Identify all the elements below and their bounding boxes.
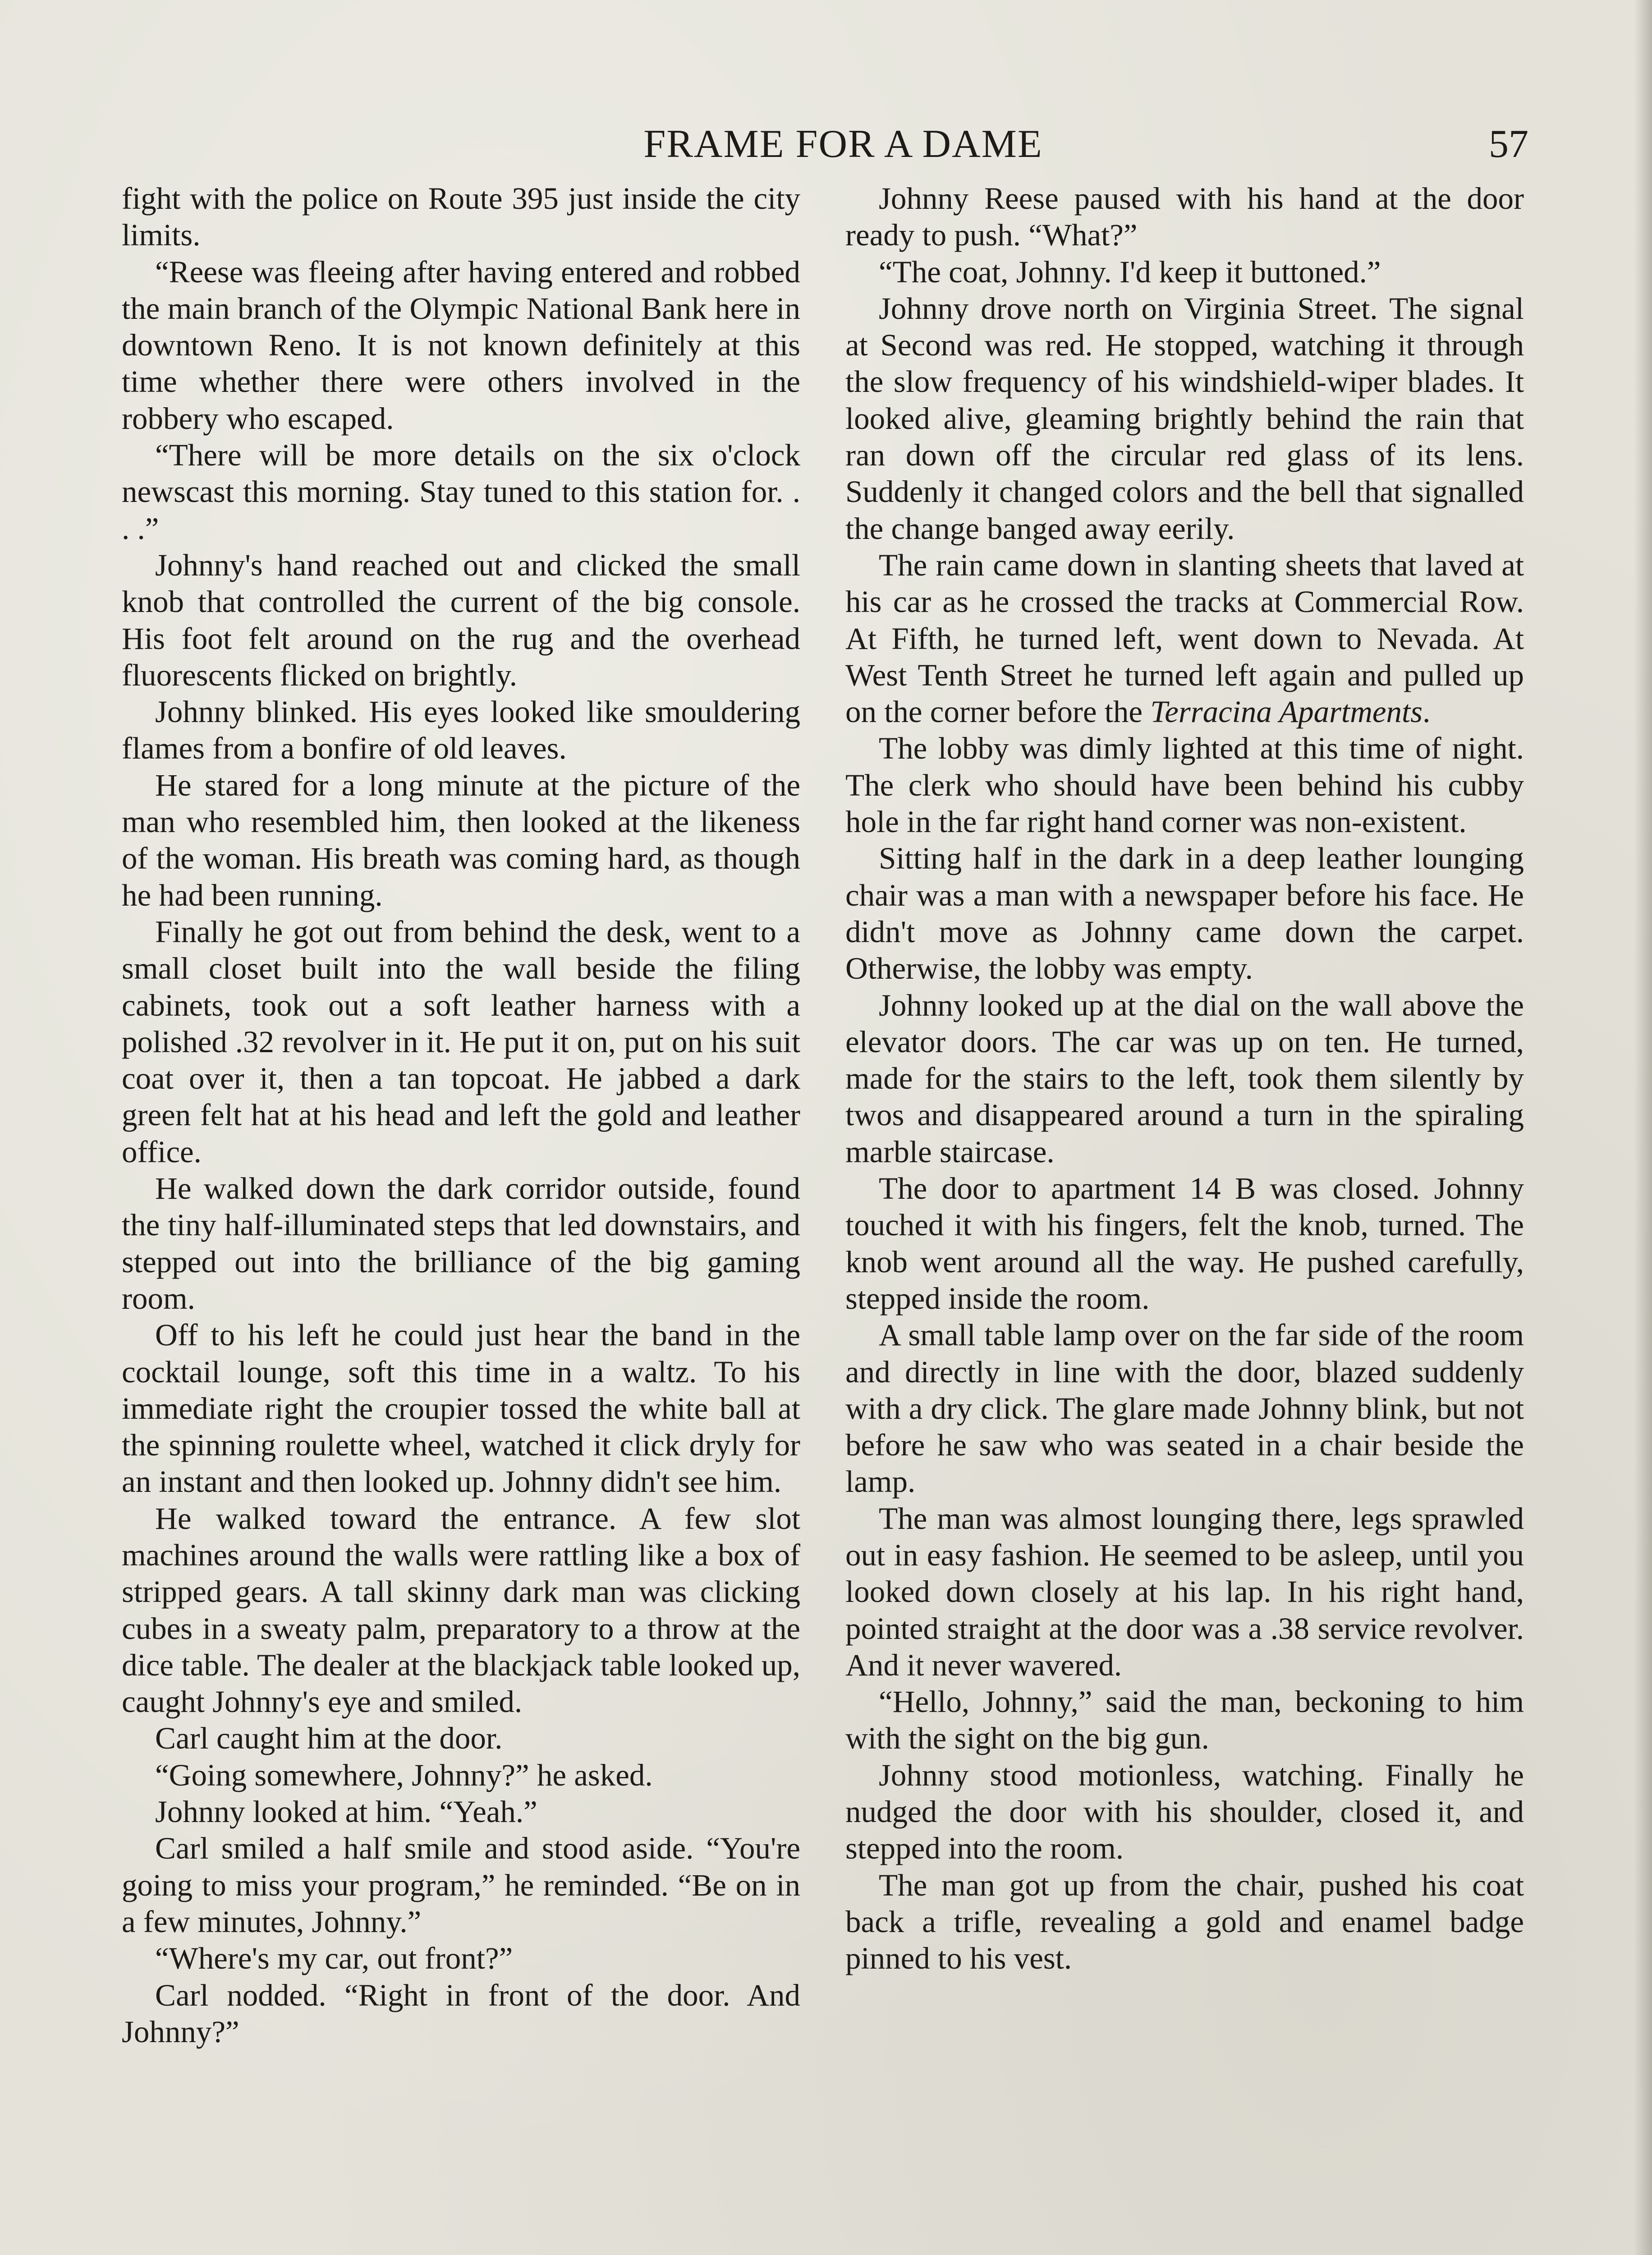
paragraph-text: The rain came down in slanting sheets that laved at his car as he crossed the tracks at Commercial Row. At Fifth, he turned left, went down to Nevada. At West Tenth Street he turned left again and pulled up on the corner before the <box>845 548 1524 729</box>
paragraph-text: Johnny drove north on Virginia Street. The signal at Second was red. He stopped, watching it through the slow frequency of his windshield-wiper blades. It looked alive, gleaming brightly behind the rain that ran down off the circular red glass of its lens. Suddenly it changed colors and the bell that signalled the change banged away eerily. <box>845 291 1524 546</box>
paragraph <box>845 1170 1524 1317</box>
paragraph-text: The man was almost lounging there, legs sprawled out in easy fashion. He seemed to be asleep, until you looked down closely at his lap. In his right hand, pointed straight at the door was a .38 service revolver. And it never wavered. <box>845 1501 1524 1682</box>
paragraph <box>845 1684 1524 1757</box>
italic-name: Terracina Apartments <box>1150 695 1423 729</box>
story-title: FRAME FOR A DAME <box>643 122 1043 166</box>
paragraph <box>122 1830 800 1940</box>
page-number: 57 <box>1489 122 1528 166</box>
paragraph <box>122 1500 800 1721</box>
paragraph <box>845 1867 1524 1977</box>
paragraph <box>845 840 1524 987</box>
paragraph <box>122 914 800 1170</box>
paragraph-text: The door to apartment 14 B was closed. Johnny touched it with his fingers, felt the knob, turned. The knob went around all the way. He pushed carefully, stepped inside the room. <box>845 1171 1524 1316</box>
paragraph <box>122 1977 800 2051</box>
paragraph <box>122 1794 800 1830</box>
paragraph <box>122 1757 800 1794</box>
paragraph-text: “Going somewhere, Johnny?” he asked. <box>155 1758 653 1792</box>
paragraph <box>845 180 1524 254</box>
paragraph-text: Johnny looked up at the dial on the wall above the elevator doors. The car was up on ten. He turned, made for the stairs to the left, took them silently by twos and disappeared around a turn in the spiraling marble staircase. <box>845 988 1524 1169</box>
paragraph-text: Johnny's hand reached out and clicked the small knob that controlled the current of the big console. His foot felt around on the rug and the overhead fluorescents flicked on brightly. <box>122 548 800 692</box>
paragraph-text: “The coat, Johnny. I'd keep it buttoned.” <box>879 254 1381 289</box>
paragraph-text: Carl caught him at the door. <box>155 1721 503 1756</box>
paragraph-text: Johnny stood motionless, watching. Finally he nudged the door with his shoulder, closed it, and stepped into the room. <box>845 1758 1524 1866</box>
paragraph-text: A small table lamp over on the far side of the room and directly in line with the door, blazed suddenly with a dry click. The glare made Johnny blink, but not before he saw who was seated in a chair beside the lamp. <box>845 1318 1524 1499</box>
paragraph <box>845 290 1524 547</box>
paragraph <box>122 1940 800 1977</box>
paragraph <box>845 254 1524 290</box>
paragraph-text: “Reese was fleeing after having entered and robbed the main branch of the Olympic National Bank here in downtown Reno. It is not known definitely at this time whether there were others involved in the robbery who escaped. <box>122 254 800 436</box>
paragraph <box>122 254 800 437</box>
paragraph-text: He stared for a long minute at the picture of the man who resembled him, then looked at the likeness of the woman. His breath was coming hard, as though he had been running. <box>122 768 800 912</box>
paragraph-text: “Hello, Johnny,” said the man, beckoning to him with the sight on the big gun. <box>845 1684 1524 1756</box>
paragraph-text: He walked toward the entrance. A few slot machines around the walls were rattling like a box of stripped gears. A tall skinny dark man was clicking cubes in a sweaty palm, preparatory to a throw at the dice table. The dealer at the blackjack table looked up, caught Johnny's eye and smiled. <box>122 1501 800 1719</box>
paragraph <box>122 437 800 547</box>
paragraph <box>122 1720 800 1757</box>
paragraph <box>122 180 800 254</box>
paragraph <box>122 694 800 767</box>
paragraph <box>845 547 1524 730</box>
paragraph-text: “There will be more details on the six o'clock newscast this morning. Stay tuned to this station for. . . .” <box>122 438 800 546</box>
paragraph-text: Carl smiled a half smile and stood aside. “You're going to miss your program,” he reminded. “Be on in a few minutes, Johnny.” <box>122 1831 800 1939</box>
paragraph <box>122 767 800 914</box>
paragraph <box>122 1317 800 1500</box>
paragraph-text: Sitting half in the dark in a deep leather lounging chair was a man with a newspaper before his face. He didn't move as Johnny came down the carpet. Otherwise, the lobby was empty. <box>845 841 1524 986</box>
page-edge-shadow <box>1634 0 1652 2255</box>
paragraph-text: Carl nodded. “Right in front of the door. And Johnny?” <box>122 1978 800 2049</box>
paragraph-text: The lobby was dimly lighted at this time of night. The clerk who should have been behind his cubby hole in the far right hand corner was non-existent. <box>845 731 1524 839</box>
paragraph-text: Johnny looked at him. “Yeah.” <box>155 1795 537 1829</box>
paragraph <box>122 1170 800 1317</box>
paragraph-text-tail: . <box>1423 695 1431 729</box>
left-text-column <box>122 180 800 2255</box>
paragraph-text: The man got up from the chair, pushed his coat back a trifle, revealing a gold and enamel badge pinned to his vest. <box>845 1868 1524 1976</box>
paragraph-text: Johnny Reese paused with his hand at the door ready to push. “What?” <box>845 181 1524 253</box>
paragraph-text: “Where's my car, out front?” <box>155 1941 513 1976</box>
paragraph-text: Johnny blinked. His eyes looked like smouldering flames from a bonfire of old leaves. <box>122 695 800 766</box>
paragraph-text: He walked down the dark corridor outside, found the tiny half-illuminated steps that led downstairs, and stepped out into the brilliance of the big gaming room. <box>122 1171 800 1316</box>
paragraph <box>845 1757 1524 1867</box>
paragraph <box>845 1317 1524 1500</box>
paragraph <box>845 1500 1524 1684</box>
paragraph <box>845 987 1524 1170</box>
paragraph <box>845 730 1524 840</box>
paragraph-text: Off to his left he could just hear the band in the cocktail lounge, soft this time in a waltz. To his immediate right the croupier tossed the white ball at the spinning roulette wheel, watched it click dryly for an instant and then looked up. Johnny didn't see him. <box>122 1318 800 1499</box>
paragraph-text: Finally he got out from behind the desk, went to a small closet built into the wall beside the filing cabinets, took out a soft leather harness with a polished .32 revolver in it. He put it on, put on his suit coat over it, then a tan topcoat. He jabbed a dark green felt hat at his head and left the gold and leather office. <box>122 914 800 1169</box>
right-text-column <box>845 180 1524 2255</box>
paragraph-text: fight with the police on Route 395 just inside the city limits. <box>122 181 800 253</box>
paragraph <box>122 547 800 694</box>
running-header <box>122 113 1528 176</box>
